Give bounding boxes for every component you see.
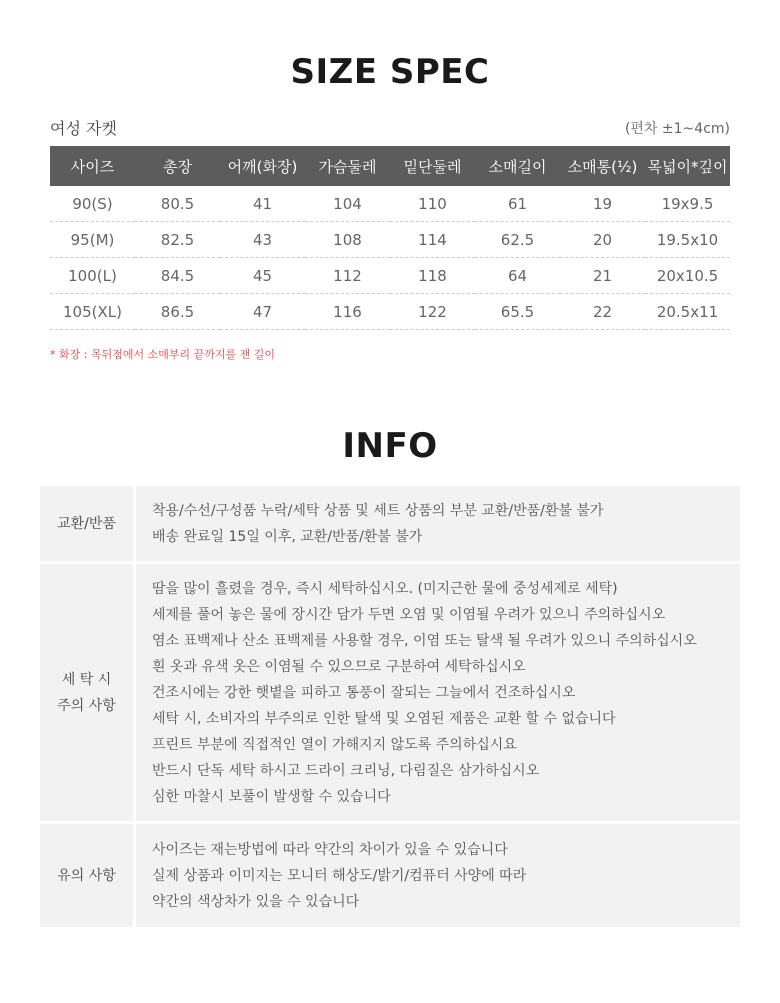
table-cell: 62.5 (475, 222, 560, 258)
info-label (40, 564, 136, 821)
header-hem: 밑단둘레 (390, 146, 475, 186)
info-line: 심한 마찰시 보풀이 발생할 수 있습니다 (152, 788, 391, 805)
header-size: 사이즈 (50, 146, 135, 186)
info-line: 약간의 색상차가 있을 수 있습니다 (152, 893, 360, 910)
table-cell: 122 (390, 294, 475, 330)
table-cell: 61 (475, 186, 560, 222)
table-cell: 84.5 (135, 258, 220, 294)
table-row (50, 222, 730, 258)
table-cell: 20.5x11 (645, 294, 730, 330)
table-cell: 20x10.5 (645, 258, 730, 294)
info-label-line: 세 탁 시 (61, 671, 112, 688)
table-cell: 19x9.5 (645, 186, 730, 222)
header-length: 총장 (135, 146, 220, 186)
info-line: 땀을 많이 흘렸을 경우, 즉시 세탁하십시오. (미지근한 물에 중성세제로 세탁) (152, 580, 618, 597)
table-cell: 45 (220, 258, 305, 294)
table-cell: 41 (220, 186, 305, 222)
header-shoulder: 어깨(화장) (220, 146, 305, 186)
info-line: 흰 옷과 유색 옷은 이염될 수 있으므로 구분하여 세탁하십시오 (152, 658, 526, 675)
table-cell: 90(S) (50, 186, 135, 222)
table-cell: 80.5 (135, 186, 220, 222)
info-row-notice (40, 824, 740, 930)
header-sleeve-length: 소매길이 (475, 146, 560, 186)
info-table (40, 486, 740, 930)
table-cell: 108 (305, 222, 390, 258)
tolerance-note: (편차 ±1~4cm) (624, 121, 730, 137)
info-line: 세제를 풀어 놓은 물에 장시간 담가 두면 오염 및 이염될 우려가 있으니 주의하십시오 (152, 606, 666, 623)
info-lines (136, 486, 740, 561)
table-cell: 110 (390, 186, 475, 222)
table-cell: 118 (390, 258, 475, 294)
table-cell: 105(XL) (50, 294, 135, 330)
table-row (50, 294, 730, 330)
table-cell: 82.5 (135, 222, 220, 258)
header-chest: 가슴둘레 (305, 146, 390, 186)
info-line: 사이즈는 재는방법에 따라 약간의 차이가 있을 수 있습니다 (152, 841, 508, 858)
table-cell: 43 (220, 222, 305, 258)
size-table (50, 146, 730, 330)
table-cell: 19.5x10 (645, 222, 730, 258)
measurement-note: * 화장 : 목뒤점에서 소매부리 끝까지를 잰 길이 (50, 348, 275, 361)
info-lines (136, 564, 740, 821)
table-cell: 19 (560, 186, 645, 222)
table-cell: 47 (220, 294, 305, 330)
table-cell: 104 (305, 186, 390, 222)
info-line: 착용/수선/구성품 누락/세탁 상품 및 세트 상품의 부분 교환/반품/환불 불가 (152, 502, 604, 519)
info-line: 세탁 시, 소비자의 부주의로 인한 탈색 및 오염된 제품은 교환 할 수 없습니다 (152, 710, 616, 727)
table-cell: 86.5 (135, 294, 220, 330)
table-cell: 100(L) (50, 258, 135, 294)
info-label-line: 주의 사항 (57, 697, 116, 714)
table-cell: 22 (560, 294, 645, 330)
size-meta (50, 116, 730, 138)
info-row-washing (40, 564, 740, 824)
info-row-exchange (40, 486, 740, 564)
table-cell: 95(M) (50, 222, 135, 258)
table-cell: 20 (560, 222, 645, 258)
table-cell: 114 (390, 222, 475, 258)
product-name: 여성 자켓 (50, 119, 117, 138)
info-line: 실제 상품과 이미지는 모니터 해상도/밝기/컴퓨터 사양에 따라 (152, 867, 527, 884)
info-label: 교환/반품 (40, 486, 136, 561)
header-sleeve-width: 소매통(½) (560, 146, 645, 186)
info-line: 배송 완료일 15일 이후, 교환/반품/환불 불가 (152, 528, 423, 545)
info-title: INFO (342, 426, 438, 466)
info-lines (136, 824, 740, 927)
size-table-header (50, 146, 730, 186)
info-line: 염소 표백제나 산소 표백제를 사용할 경우, 이염 또는 탈색 될 우려가 있으니 주의하십시오 (152, 632, 697, 649)
table-cell: 116 (305, 294, 390, 330)
info-line: 프린트 부분에 직접적인 열이 가해지지 않도록 주의하십시요 (152, 736, 517, 753)
size-spec-title: SIZE SPEC (290, 52, 490, 92)
table-cell: 21 (560, 258, 645, 294)
info-line: 반드시 단독 세탁 하시고 드라이 크리닝, 다림질은 삼가하십시오 (152, 762, 540, 779)
table-row (50, 258, 730, 294)
info-label: 유의 사항 (40, 824, 136, 927)
info-line: 건조시에는 강한 햇볕을 피하고 통풍이 잘되는 그늘에서 건조하십시오 (152, 684, 576, 701)
table-row (50, 186, 730, 222)
table-cell: 112 (305, 258, 390, 294)
table-cell: 65.5 (475, 294, 560, 330)
header-neck: 목넓이*깊이 (645, 146, 730, 186)
table-cell: 64 (475, 258, 560, 294)
